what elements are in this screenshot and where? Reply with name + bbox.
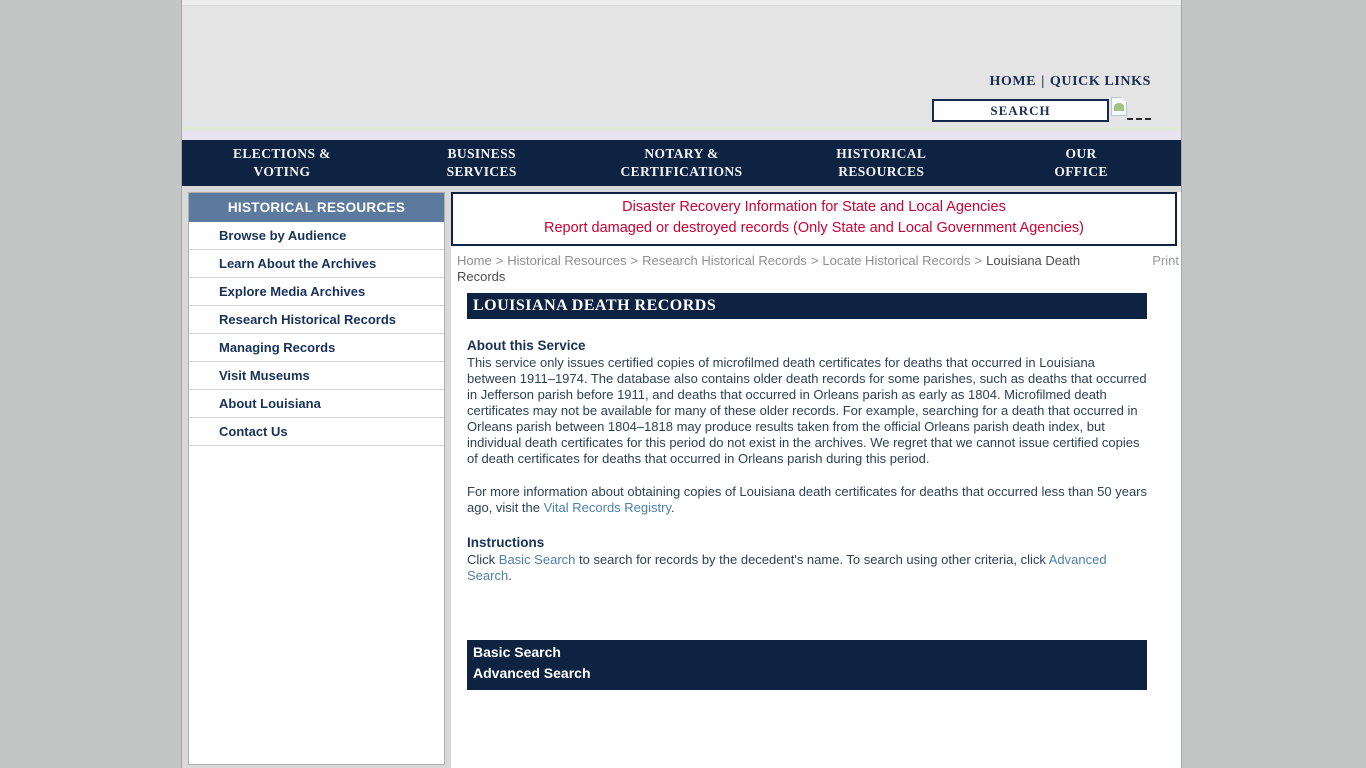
vital-records-registry-link[interactable]: Vital Records Registry — [543, 500, 672, 515]
disaster-alert-banner — [451, 192, 1177, 246]
sidebar-item-visit-museums[interactable]: Visit Museums — [189, 362, 444, 390]
instructions-text-middle: to search for records by the decedent's name. To search using other criteria, click — [575, 552, 1049, 567]
about-service-heading: About this Service — [467, 338, 586, 353]
nav-label-line: CERTIFICATIONS — [620, 164, 743, 179]
utility-nav — [932, 74, 1151, 90]
breadcrumb-separator: > — [630, 253, 639, 268]
breadcrumb-locate-historical-records[interactable]: Locate Historical Records — [822, 253, 971, 268]
alert-link-report-damaged-records[interactable]: Report damaged or destroyed records (Only State and Local Government Agencies) — [543, 220, 1084, 236]
breadcrumb-separator: > — [810, 253, 819, 268]
search-input[interactable] — [932, 99, 1109, 122]
sidebar-item-research-historical-records[interactable]: Research Historical Records — [189, 306, 444, 334]
breadcrumb-separator: > — [974, 253, 983, 268]
nav-label-line: HISTORICAL — [836, 146, 927, 161]
nav-our-office[interactable] — [981, 140, 1181, 186]
breadcrumb-separator: > — [495, 253, 504, 268]
sidebar-item-about-louisiana[interactable]: About Louisiana — [189, 390, 444, 418]
page-title: LOUISIANA DEATH RECORDS — [467, 293, 1147, 319]
nav-label-line: SERVICES — [446, 164, 517, 179]
search-button-broken-image-icon[interactable] — [1111, 97, 1127, 116]
header-top-divider — [182, 0, 1181, 6]
more-info-text: For more information about obtaining copies of Louisiana death certificates for deaths that occurred less than 50 years ago, visit the — [467, 484, 1147, 515]
main-column — [451, 192, 1181, 768]
page-frame — [181, 0, 1182, 768]
nav-label-line: RESOURCES — [838, 164, 925, 179]
header-accent-strip-lavender — [182, 131, 1181, 140]
breadcrumb-row — [451, 246, 1181, 287]
breadcrumb-research-historical-records[interactable]: Research Historical Records — [642, 253, 807, 268]
sidebar-item-browse-by-audience[interactable]: Browse by Audience — [189, 222, 444, 250]
advanced-search-link[interactable]: Advanced Search — [473, 665, 591, 681]
sidebar-item-contact-us[interactable]: Contact Us — [189, 418, 444, 446]
main-content — [467, 293, 1147, 690]
more-info-text-end: . — [671, 500, 675, 515]
nav-label-line: NOTARY & — [644, 146, 719, 161]
instructions-text-end: . — [508, 568, 512, 583]
instructions-paragraph — [467, 552, 1147, 584]
breadcrumb-home[interactable]: Home — [457, 253, 492, 268]
nav-business-services[interactable] — [382, 140, 582, 186]
broken-image-border — [1127, 118, 1151, 120]
basic-search-link[interactable]: Basic Search — [473, 644, 561, 660]
sidebar-item-explore-media-archives[interactable]: Explore Media Archives — [189, 278, 444, 306]
sidebar-item-managing-records[interactable]: Managing Records — [189, 334, 444, 362]
advanced-search-inline-link[interactable]: Advanced Search — [467, 552, 1107, 583]
header-utility-area — [932, 74, 1151, 122]
quick-links-link[interactable]: QUICK LINKS — [1049, 74, 1151, 89]
instructions-text: Click — [467, 552, 499, 567]
nav-label-line: OUR — [1065, 146, 1097, 161]
nav-label-line: ELECTIONS & — [232, 146, 331, 161]
breadcrumb — [457, 253, 1082, 285]
basic-search-inline-link[interactable]: Basic Search — [498, 552, 576, 567]
print-link[interactable]: Print — [1152, 253, 1179, 268]
main-navbar — [182, 140, 1181, 186]
site-header — [182, 0, 1181, 140]
about-service-paragraph: This service only issues certified copies of microfilmed death certificates for deaths that occurred in Louisiana between 1911–1974. The database also contains older death records for some parishes, such as deaths that occurred in Jefferson parish before 1911, and deaths that occurred in Orleans parish as early as 1804. Microfilmed death certificates may not be available for many of these older records. For example, searching for a death that occurred in Orleans parish between 1804–1818 may produce results taken from the official Orleans parish death index, but individual death certificates for this period do not exist in the archives. We regret that we cannot issue certified copies of death certificates for deaths that occurred in Orleans parish during this period. — [467, 355, 1147, 466]
alert-link-disaster-recovery[interactable]: Disaster Recovery Information for State and Local Agencies — [622, 199, 1006, 215]
body-region — [182, 186, 1181, 768]
instructions-heading: Instructions — [467, 535, 545, 550]
sidebar-header-historical-resources[interactable]: HISTORICAL RESOURCES — [189, 193, 444, 222]
search-area — [932, 99, 1151, 122]
more-info-paragraph — [467, 484, 1147, 516]
nav-label-line: OFFICE — [1054, 164, 1108, 179]
nav-historical-resources[interactable] — [781, 140, 981, 186]
utility-divider: | — [1041, 74, 1045, 89]
sidebar-item-learn-about-the-archives[interactable]: Learn About the Archives — [189, 250, 444, 278]
sidebar — [188, 192, 445, 765]
nav-notary-certifications[interactable] — [582, 140, 782, 186]
nav-label-line: BUSINESS — [447, 146, 516, 161]
breadcrumb-historical-resources[interactable]: Historical Resources — [507, 253, 627, 268]
breadcrumb-current-page: Louisiana Death Records — [457, 253, 1081, 284]
nav-elections-voting[interactable] — [182, 140, 382, 186]
home-link[interactable]: HOME — [989, 74, 1037, 89]
search-links-bar — [467, 640, 1147, 690]
nav-label-line: VOTING — [253, 164, 311, 179]
